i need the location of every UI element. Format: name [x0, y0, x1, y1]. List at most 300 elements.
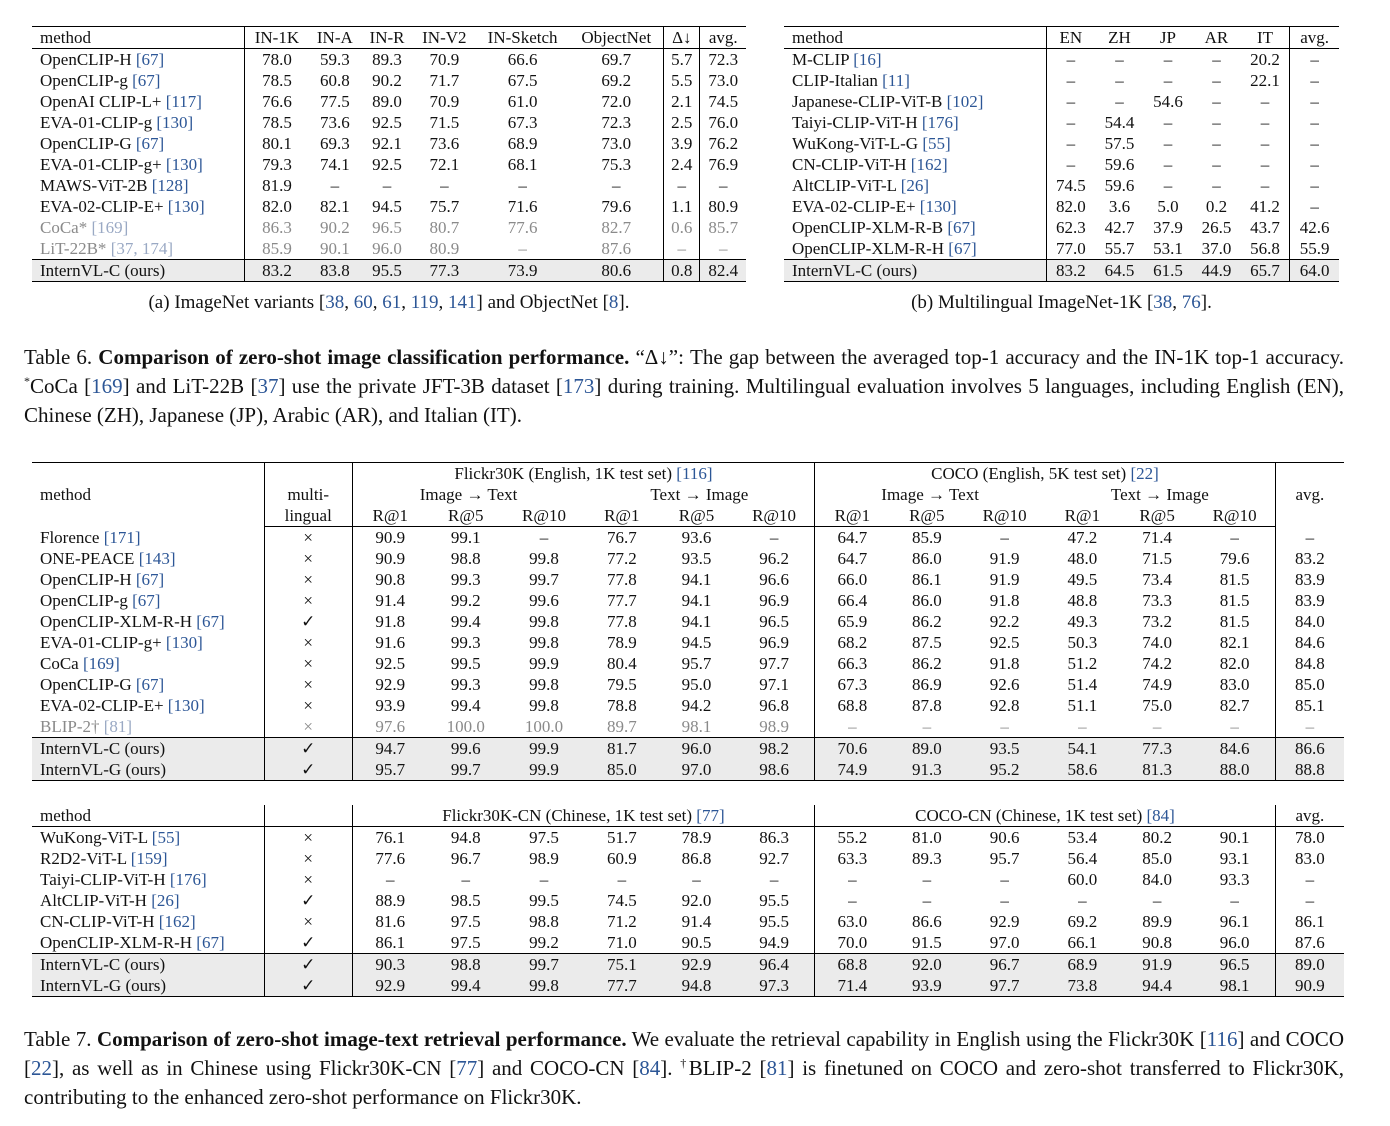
value-cell: 82.0 — [1046, 196, 1095, 217]
citation[interactable]: 76 — [1181, 292, 1201, 313]
value-cell: 92.6 — [989, 675, 1020, 694]
citation[interactable]: 169 — [91, 374, 123, 398]
value-cell: 5.0 — [1157, 197, 1179, 216]
method-name: R2D2-ViT-L — [40, 849, 127, 868]
value-cell: 85.0 — [1275, 674, 1344, 695]
cross-icon: × — [264, 848, 352, 869]
citation[interactable]: [37, 174] — [110, 239, 174, 258]
method-name: OpenCLIP-G — [40, 675, 132, 694]
value-cell: 79.6 — [601, 197, 632, 216]
table-row — [784, 175, 1339, 196]
citation[interactable]: [130] — [165, 633, 203, 652]
table-row — [784, 196, 1339, 217]
check-icon: ✓ — [264, 975, 352, 997]
value-cell: – — [1163, 134, 1173, 153]
value-cell: 75.3 — [601, 155, 632, 174]
citation[interactable]: [81] — [103, 717, 133, 736]
table-row — [32, 569, 1344, 590]
value-cell: 91.4 — [352, 590, 428, 611]
value-cell: 92.1 — [372, 134, 402, 153]
citation[interactable]: [130] — [156, 113, 194, 132]
value-cell: 99.5 — [529, 891, 559, 910]
value-cell: 92.9 — [659, 954, 734, 976]
value-cell: 90.9 — [1275, 975, 1344, 997]
method-cell — [32, 154, 245, 175]
value-cell: 77.3 — [1120, 738, 1195, 760]
recall-header: R@1 — [1045, 505, 1120, 527]
value-cell: 97.5 — [450, 933, 481, 952]
value-cell: 73.0 — [700, 70, 746, 91]
value-cell: 98.6 — [734, 759, 815, 781]
value-cell: – — [1046, 70, 1095, 91]
citation[interactable]: 60 — [353, 292, 373, 313]
value-cell: 96.0 — [659, 738, 734, 760]
citation[interactable]: 22 — [31, 1056, 52, 1080]
value-cell: 66.4 — [815, 590, 890, 611]
header-t2i: Text → Image — [1110, 485, 1209, 504]
method-name: Florence — [40, 527, 100, 547]
value-cell: 68.1 — [507, 155, 538, 174]
method-cell — [32, 827, 264, 849]
value-cell: 78.9 — [681, 828, 712, 847]
method-name: InternVL-C (ours) — [40, 261, 166, 280]
citation[interactable]: [67] — [947, 218, 976, 237]
value-cell: 89.0 — [889, 738, 964, 760]
value-cell: 92.5 — [989, 633, 1020, 652]
value-cell: 99.3 — [450, 675, 481, 694]
value-cell: 77.7 — [584, 975, 659, 997]
table-7-english — [32, 462, 1344, 781]
method-name: InternVL-G (ours) — [40, 976, 167, 995]
header-blank — [264, 805, 352, 827]
value-cell: 89.7 — [606, 717, 637, 736]
value-cell: 22.1 — [1250, 71, 1280, 90]
value-cell: 93.3 — [1219, 870, 1250, 889]
value-cell: 86.0 — [911, 591, 942, 610]
check-icon: ✓ — [264, 890, 352, 911]
method-cell — [32, 869, 264, 890]
value-cell: 53.1 — [1153, 239, 1183, 258]
citation[interactable]: 38 — [1153, 292, 1173, 313]
citation[interactable]: [130] — [919, 197, 957, 216]
table-row — [784, 133, 1339, 154]
value-cell: – — [1275, 890, 1344, 911]
value-cell: 72.3 — [601, 113, 632, 132]
table-6b — [784, 26, 1339, 282]
value-cell: 64.0 — [1290, 260, 1339, 282]
value-cell: 68.8 — [815, 695, 890, 716]
method-name: Japanese-CLIP-ViT-B — [792, 92, 943, 111]
value-cell: 82.4 — [700, 260, 746, 282]
value-cell: 90.1 — [1219, 828, 1250, 847]
citation[interactable]: [67] — [132, 71, 161, 90]
check-icon: ✓ — [264, 611, 352, 632]
value-cell: 64.7 — [815, 548, 890, 569]
value-cell: 73.8 — [1045, 975, 1120, 997]
header-avg: avg. — [1275, 805, 1344, 827]
value-cell: 86.3 — [245, 217, 309, 238]
value-cell: 48.8 — [1067, 591, 1098, 610]
value-cell: 80.7 — [429, 218, 460, 237]
header-coco: COCO (English, 5K test set) [22] — [815, 463, 1276, 485]
value-cell: 48.0 — [1067, 549, 1098, 568]
value-cell: 88.9 — [352, 890, 428, 911]
method-name: OpenCLIP-g — [40, 71, 128, 90]
value-cell: – — [1212, 71, 1221, 90]
value-cell: 90.1 — [319, 239, 350, 258]
table-row — [32, 196, 746, 217]
value-cell: 3.9 — [664, 133, 700, 154]
value-cell: 73.0 — [601, 134, 632, 153]
value-cell: 92.9 — [989, 912, 1020, 931]
value-cell: 44.9 — [1192, 260, 1241, 282]
citation[interactable]: 38 — [325, 292, 345, 313]
value-cell: 78.5 — [245, 70, 309, 91]
value-cell: – — [664, 175, 700, 196]
value-cell: 51.7 — [606, 828, 637, 847]
method-cell — [32, 590, 264, 611]
value-cell: 98.8 — [529, 912, 559, 931]
value-cell: – — [617, 870, 627, 889]
value-cell: 81.5 — [1219, 591, 1250, 610]
value-cell: – — [692, 870, 701, 889]
value-cell: 26.5 — [1201, 218, 1232, 237]
table-row — [32, 890, 1344, 911]
value-cell: 81.0 — [911, 828, 942, 847]
citation[interactable]: 84 — [639, 1056, 661, 1080]
value-cell: 92.2 — [989, 612, 1020, 631]
value-cell: – — [1000, 717, 1009, 736]
value-cell: 86.0 — [911, 549, 942, 568]
table-row — [32, 260, 746, 282]
method-cell — [32, 653, 264, 674]
value-cell: 94.5 — [681, 633, 712, 652]
caption-text: (a) ImageNet variants — [148, 292, 315, 313]
citation[interactable]: [67] — [135, 570, 165, 589]
value-cell: 96.0 — [1219, 933, 1250, 952]
value-cell: 73.4 — [1142, 570, 1172, 589]
check-icon: ✓ — [264, 954, 352, 976]
value-cell: 74.5 — [606, 891, 637, 910]
value-cell: 97.7 — [759, 654, 789, 673]
value-cell: – — [922, 870, 932, 889]
value-cell: 95.7 — [352, 759, 428, 781]
value-cell: 82.7 — [1219, 696, 1250, 715]
value-cell: – — [1212, 92, 1221, 111]
citation[interactable]: 119 — [410, 292, 439, 313]
value-cell: 98.5 — [450, 891, 481, 910]
value-cell: 84.6 — [1194, 738, 1275, 760]
header-flickr: Flickr30K (English, 1K test set) [116] — [352, 463, 815, 485]
value-cell: 74.9 — [815, 759, 890, 781]
caption-text: CoCa — [30, 374, 78, 398]
value-cell: 99.6 — [529, 591, 559, 610]
method-cell — [32, 716, 264, 738]
value-cell: 83.0 — [1275, 848, 1344, 869]
header-method: method — [32, 805, 264, 827]
citation[interactable]: [67] — [948, 239, 977, 258]
value-cell: 91.8 — [989, 654, 1020, 673]
table-row — [32, 975, 1344, 997]
value-cell: 69.2 — [601, 71, 632, 90]
value-cell: 81.5 — [1219, 612, 1250, 631]
citation[interactable]: [159] — [130, 849, 168, 868]
citation[interactable]: [130] — [165, 155, 203, 174]
value-cell: 86.3 — [759, 828, 789, 847]
caption-text: and COCO — [1249, 1027, 1344, 1051]
value-cell: – — [539, 870, 549, 889]
value-cell: 85.0 — [1142, 849, 1172, 868]
method-cell — [32, 175, 245, 196]
value-cell: 86.6 — [1275, 738, 1344, 760]
value-cell: 74.2 — [1142, 654, 1172, 673]
value-cell: – — [1290, 91, 1339, 112]
value-cell: 83.0 — [1219, 675, 1250, 694]
value-cell: 96.9 — [759, 591, 789, 610]
method-name: BLIP-2† — [40, 717, 100, 736]
citation[interactable]: [26] — [900, 176, 930, 195]
method-cell — [32, 848, 264, 869]
value-cell: 97.0 — [659, 759, 734, 781]
value-cell: 55.7 — [1104, 239, 1135, 258]
value-cell: – — [1275, 716, 1344, 738]
value-cell: 71.4 — [815, 975, 890, 997]
method-name: InternVL-C (ours) — [792, 261, 918, 280]
value-cell: 89.9 — [1142, 912, 1172, 931]
value-cell: 83.9 — [1275, 569, 1344, 590]
column-header: EN — [1046, 27, 1095, 49]
value-cell: 54.6 — [1153, 92, 1183, 111]
cross-icon: × — [264, 548, 352, 569]
citation[interactable]: [102] — [946, 92, 984, 111]
value-cell: 68.9 — [1045, 954, 1120, 976]
value-cell: 57.5 — [1104, 134, 1135, 153]
value-cell: 93.6 — [681, 528, 712, 547]
value-cell: 99.8 — [529, 675, 559, 694]
citation[interactable]: [130] — [167, 696, 205, 715]
citation[interactable]: [16] — [853, 50, 882, 69]
citation[interactable]: [176] — [169, 870, 207, 889]
value-cell: – — [1260, 92, 1270, 111]
value-cell: 86.6 — [911, 912, 942, 931]
method-cell — [32, 260, 245, 282]
value-cell: 90.8 — [1142, 933, 1172, 952]
value-cell: 74.5 — [700, 91, 746, 112]
table-row — [32, 527, 1344, 549]
citation[interactable]: [55] — [151, 828, 181, 847]
value-cell: 89.0 — [1275, 954, 1344, 976]
value-cell: – — [382, 176, 392, 195]
citation[interactable]: 173 — [562, 374, 595, 398]
citation[interactable]: 141 — [448, 292, 477, 313]
recall-header: R@10 — [1194, 505, 1275, 527]
value-cell: 100.0 — [446, 717, 485, 736]
value-cell: 95.7 — [989, 849, 1020, 868]
column-header: AR — [1192, 27, 1241, 49]
value-cell: 71.6 — [507, 197, 538, 216]
citation[interactable]: [67] — [196, 612, 225, 631]
value-cell: 92.5 — [372, 155, 402, 174]
table-label: Table 6. — [24, 345, 93, 369]
citation[interactable]: [67] — [135, 675, 165, 694]
value-cell: – — [1046, 91, 1095, 112]
check-icon: ✓ — [264, 738, 352, 760]
citation[interactable]: [67] — [135, 134, 165, 153]
value-cell: 97.0 — [989, 933, 1020, 952]
value-cell: 74.1 — [319, 155, 350, 174]
value-cell: 77.6 — [352, 848, 428, 869]
value-cell: – — [1290, 70, 1339, 91]
value-cell: – — [330, 176, 340, 195]
table-row — [32, 217, 746, 238]
value-cell: 99.2 — [529, 933, 559, 952]
value-cell: 72.0 — [601, 92, 632, 111]
table-row — [32, 716, 1344, 738]
method-cell — [32, 632, 264, 653]
value-cell: 62.3 — [1046, 217, 1095, 238]
value-cell: 94.4 — [1120, 975, 1195, 997]
value-cell: 96.1 — [1219, 912, 1250, 931]
citation[interactable]: [67] — [135, 50, 165, 69]
value-cell: 74.5 — [1046, 175, 1095, 196]
method-cell — [784, 133, 1046, 154]
value-cell: 94.7 — [352, 738, 428, 760]
value-cell: – — [1290, 196, 1339, 217]
value-cell: 83.8 — [308, 260, 361, 282]
value-cell: 76.7 — [606, 528, 637, 547]
value-cell: 90.5 — [681, 933, 712, 952]
value-cell: 87.6 — [1275, 932, 1344, 954]
value-cell: 68.2 — [815, 632, 890, 653]
value-cell: 92.8 — [989, 696, 1020, 715]
value-cell: – — [1275, 527, 1344, 549]
method-name: EVA-01-CLIP-g — [40, 113, 153, 132]
caption-text: , as well as in Chinese using Flickr30K-CN — [59, 1056, 442, 1080]
value-cell: 99.3 — [450, 570, 481, 589]
value-cell: – — [922, 891, 932, 910]
caption-text: (b) Multilingual ImageNet-1K — [911, 292, 1143, 313]
citation[interactable]: 37 — [257, 374, 279, 398]
citation[interactable]: [176] — [921, 113, 959, 132]
method-name: MAWS-ViT-2B — [40, 176, 148, 195]
value-cell: – — [769, 528, 779, 547]
table-6-caption: Table 6. Comparison of zero-shot image classification performance. “Δ↓”: The gap between the averaged top-1 accuracy and the IN-1K top-1 accuracy. *CoCa [169] and LiT-22B [37] use the private JFT-3B dataset [173] during training. Multilingual evaluation involves 5 languages, including English (EN), Chinese (ZH), Japanese (JP), Arabic (AR), and Italian (IT). — [24, 345, 1345, 427]
citation[interactable]: 81 — [766, 1056, 788, 1080]
method-cell — [784, 154, 1046, 175]
value-cell: 3.6 — [1108, 197, 1131, 216]
citation[interactable]: [171] — [103, 527, 141, 547]
value-cell: 77.5 — [319, 92, 350, 111]
table-row — [784, 238, 1339, 260]
value-cell: 82.1 — [319, 197, 350, 216]
value-cell: 84.0 — [1142, 870, 1172, 889]
table-row — [784, 154, 1339, 175]
value-cell: 85.0 — [584, 759, 659, 781]
value-cell: 81.5 — [1219, 570, 1250, 589]
value-cell: 1.1 — [664, 196, 700, 217]
value-cell: 88.8 — [1275, 759, 1344, 781]
cross-icon: × — [264, 716, 352, 738]
cross-icon: × — [264, 695, 352, 716]
value-cell: 87.8 — [911, 696, 942, 715]
value-cell: 59.6 — [1104, 176, 1135, 195]
column-header: IN-V2 — [413, 27, 476, 49]
citation[interactable]: [11] — [882, 71, 910, 90]
citation[interactable]: [162] — [910, 155, 948, 174]
method-cell — [32, 569, 264, 590]
method-cell — [32, 112, 245, 133]
citation[interactable]: [169] — [91, 218, 129, 237]
table-6a-caption: (a) ImageNet variants [38, 60, 61, 119, 141] and ObjectNet [8]. — [148, 292, 630, 313]
table-row — [784, 49, 1339, 71]
value-cell: – — [1290, 154, 1339, 175]
value-cell: 95.0 — [681, 675, 712, 694]
value-cell: 74.9 — [1142, 675, 1172, 694]
value-cell: 71.0 — [606, 933, 637, 952]
citation[interactable]: [67] — [196, 933, 225, 952]
value-cell: 20.2 — [1250, 50, 1280, 69]
citation[interactable]: 61 — [382, 292, 402, 313]
citation[interactable]: [143] — [138, 549, 176, 568]
citation[interactable]: 77 — [456, 1056, 478, 1080]
value-cell: 91.3 — [889, 759, 964, 781]
value-cell: 94.8 — [659, 975, 734, 997]
header-method: method — [32, 463, 264, 527]
caption-text: “Δ↓”: The gap between the averaged top-1 accuracy and the IN-1K top-1 accuracy. — [635, 345, 1345, 369]
value-cell: 63.0 — [815, 911, 890, 932]
caption-text: during training. Multilingual evaluation involves 5 languages, including English (EN), Chinese (ZH), Japanese (JP), Arabic (AR), and Italian (IT). — [24, 374, 1344, 427]
table-7-english-body — [32, 527, 1344, 781]
method-cell — [32, 911, 264, 932]
header-lingual: lingual — [264, 505, 352, 527]
citation[interactable]: [26] — [151, 891, 180, 910]
cross-icon: × — [264, 569, 352, 590]
citation[interactable]: [128] — [151, 176, 189, 195]
citation[interactable]: [162] — [158, 912, 196, 931]
value-cell: 83.9 — [1275, 590, 1344, 611]
value-cell: – — [1078, 891, 1087, 910]
value-cell: 92.5 — [372, 113, 402, 132]
citation[interactable]: 116 — [1206, 1027, 1238, 1051]
value-cell: 86.1 — [911, 570, 942, 589]
citation[interactable]: [55] — [922, 134, 951, 153]
value-cell: 42.7 — [1104, 218, 1135, 237]
citation[interactable]: [67] — [132, 591, 161, 610]
value-cell: 72.3 — [700, 49, 746, 71]
value-cell: 0.8 — [664, 260, 700, 282]
value-cell: 91.9 — [1120, 954, 1195, 976]
citation[interactable]: 8 — [608, 292, 619, 313]
value-cell: 56.4 — [1067, 849, 1098, 868]
citation[interactable]: [130] — [167, 197, 205, 216]
method-name: InternVL-C (ours) — [40, 739, 166, 758]
method-name: OpenCLIP-H — [40, 50, 132, 69]
value-cell: 80.1 — [245, 133, 309, 154]
value-cell: 98.8 — [450, 549, 481, 568]
value-cell: 86.1 — [352, 932, 428, 954]
table-7-chinese-body — [32, 827, 1344, 997]
table-row — [32, 738, 1344, 760]
method-cell — [32, 91, 245, 112]
value-cell: 54.1 — [1045, 738, 1120, 760]
column-header: ZH — [1095, 27, 1144, 49]
value-cell: – — [1152, 717, 1162, 736]
citation[interactable]: [169] — [82, 654, 120, 673]
value-cell: – — [1000, 870, 1009, 889]
value-cell: 92.7 — [759, 849, 789, 868]
method-cell — [32, 932, 264, 954]
citation[interactable]: [117] — [165, 92, 202, 111]
